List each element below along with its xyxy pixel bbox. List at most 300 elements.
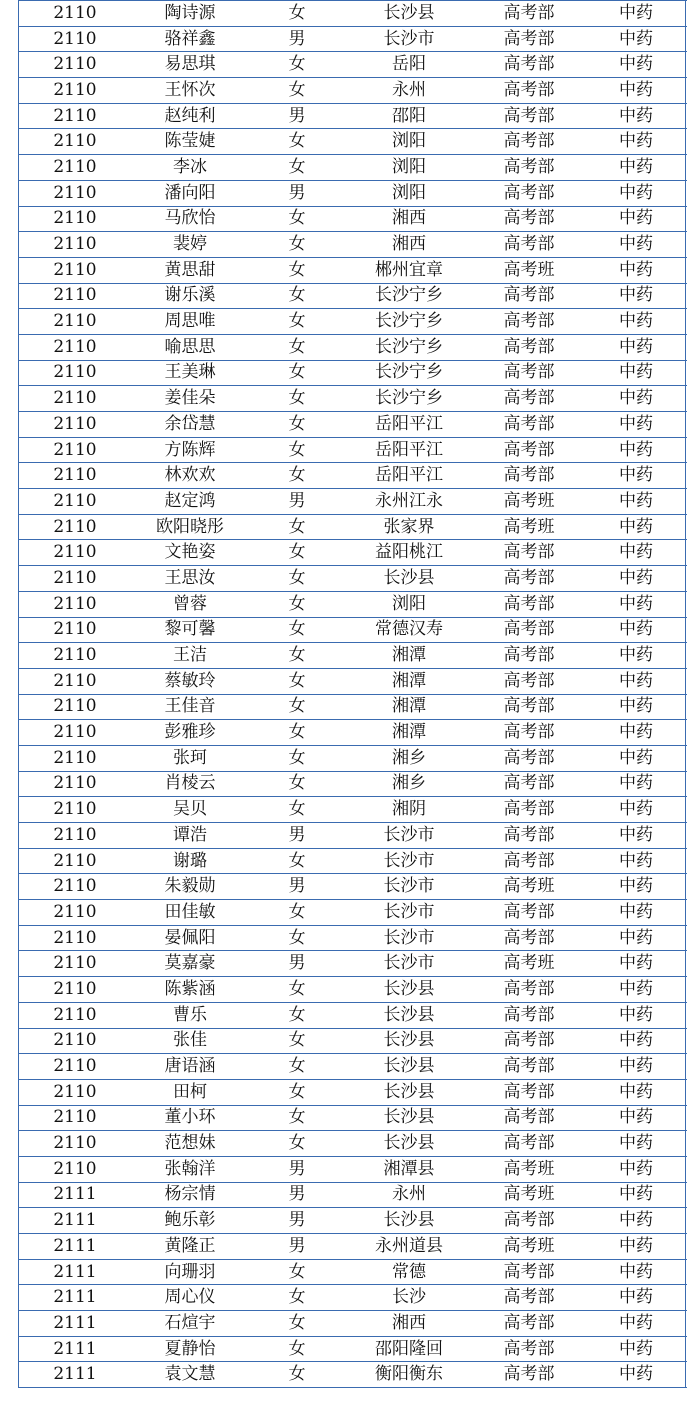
table-row [19, 1054, 687, 1080]
name-cell: 谢璐 [131, 848, 249, 874]
table-row [19, 206, 687, 232]
department-cell: 高考班 [473, 257, 585, 283]
class-cell: 2110 [19, 591, 131, 617]
major-cell: 中药 [585, 1054, 687, 1080]
class-cell: 2110 [19, 155, 131, 181]
class-cell: 2110 [19, 1002, 131, 1028]
table-row [19, 334, 687, 360]
gender-cell: 女 [249, 1285, 345, 1311]
gender-cell: 女 [249, 232, 345, 258]
class-cell: 2111 [19, 1336, 131, 1362]
table-row [19, 1105, 687, 1131]
major-cell: 中药 [585, 745, 687, 771]
table-row [19, 360, 687, 386]
class-cell: 2111 [19, 1285, 131, 1311]
name-cell: 潘向阳 [131, 180, 249, 206]
table-row [19, 977, 687, 1003]
hometown-cell: 常德汉寿 [345, 617, 473, 643]
name-cell: 张翰洋 [131, 1156, 249, 1182]
hometown-cell: 岳阳平江 [345, 437, 473, 463]
department-cell: 高考部 [473, 412, 585, 438]
name-cell: 文艳姿 [131, 540, 249, 566]
name-cell: 黄隆正 [131, 1234, 249, 1260]
table-row [19, 129, 687, 155]
name-cell: 吴贝 [131, 797, 249, 823]
table-row [19, 283, 687, 309]
name-cell: 鲍乐彰 [131, 1208, 249, 1234]
table-row [19, 1336, 687, 1362]
major-cell: 中药 [585, 1002, 687, 1028]
hometown-cell: 长沙宁乡 [345, 360, 473, 386]
class-cell: 2110 [19, 745, 131, 771]
gender-cell: 男 [249, 489, 345, 515]
table-row [19, 540, 687, 566]
table-row [19, 103, 687, 129]
department-cell: 高考部 [473, 694, 585, 720]
major-cell: 中药 [585, 771, 687, 797]
name-cell: 范想妹 [131, 1131, 249, 1157]
department-cell: 高考部 [473, 129, 585, 155]
class-cell: 2110 [19, 694, 131, 720]
hometown-cell: 长沙县 [345, 566, 473, 592]
gender-cell: 女 [249, 720, 345, 746]
hometown-cell: 常德 [345, 1259, 473, 1285]
class-cell: 2110 [19, 540, 131, 566]
gender-cell: 女 [249, 52, 345, 78]
department-cell: 高考部 [473, 1259, 585, 1285]
department-cell: 高考部 [473, 1028, 585, 1054]
class-cell: 2110 [19, 180, 131, 206]
class-cell: 2110 [19, 1, 131, 27]
name-cell: 朱毅勋 [131, 874, 249, 900]
department-cell: 高考部 [473, 180, 585, 206]
major-cell: 中药 [585, 1105, 687, 1131]
gender-cell: 女 [249, 1079, 345, 1105]
name-cell: 王洁 [131, 643, 249, 669]
department-cell: 高考部 [473, 1285, 585, 1311]
table-row [19, 668, 687, 694]
name-cell: 余岱慧 [131, 412, 249, 438]
department-cell: 高考部 [473, 797, 585, 823]
name-cell: 王思汝 [131, 566, 249, 592]
major-cell: 中药 [585, 206, 687, 232]
gender-cell: 女 [249, 797, 345, 823]
table-row [19, 489, 687, 515]
gender-cell: 女 [249, 386, 345, 412]
class-cell: 2110 [19, 129, 131, 155]
hometown-cell: 长沙市 [345, 925, 473, 951]
hometown-cell: 长沙宁乡 [345, 386, 473, 412]
gender-cell: 女 [249, 745, 345, 771]
name-cell: 晏佩阳 [131, 925, 249, 951]
name-cell: 王怀次 [131, 78, 249, 104]
hometown-cell: 湘潭 [345, 694, 473, 720]
class-cell: 2110 [19, 437, 131, 463]
class-cell: 2110 [19, 951, 131, 977]
department-cell: 高考部 [473, 720, 585, 746]
table-row [19, 257, 687, 283]
name-cell: 易思琪 [131, 52, 249, 78]
department-cell: 高考班 [473, 874, 585, 900]
department-cell: 高考部 [473, 1, 585, 27]
major-cell: 中药 [585, 78, 687, 104]
name-cell: 黎可馨 [131, 617, 249, 643]
gender-cell: 女 [249, 1362, 345, 1388]
department-cell: 高考部 [473, 283, 585, 309]
table-row [19, 925, 687, 951]
name-cell: 杨宗情 [131, 1182, 249, 1208]
table-row [19, 566, 687, 592]
major-cell: 中药 [585, 1362, 687, 1388]
major-cell: 中药 [585, 566, 687, 592]
department-cell: 高考部 [473, 1311, 585, 1337]
gender-cell: 女 [249, 257, 345, 283]
gender-cell: 女 [249, 540, 345, 566]
class-cell: 2111 [19, 1182, 131, 1208]
department-cell: 高考部 [473, 1362, 585, 1388]
table-row [19, 1182, 687, 1208]
gender-cell: 女 [249, 283, 345, 309]
major-cell: 中药 [585, 463, 687, 489]
gender-cell: 女 [249, 1002, 345, 1028]
class-cell: 2110 [19, 232, 131, 258]
class-cell: 2110 [19, 283, 131, 309]
hometown-cell: 湘潭 [345, 643, 473, 669]
class-cell: 2110 [19, 977, 131, 1003]
name-cell: 曾蓉 [131, 591, 249, 617]
table-row [19, 694, 687, 720]
name-cell: 石煊宇 [131, 1311, 249, 1337]
department-cell: 高考部 [473, 900, 585, 926]
department-cell: 高考部 [473, 540, 585, 566]
major-cell: 中药 [585, 1131, 687, 1157]
gender-cell: 女 [249, 1105, 345, 1131]
table-row [19, 617, 687, 643]
class-cell: 2111 [19, 1208, 131, 1234]
major-cell: 中药 [585, 180, 687, 206]
department-cell: 高考部 [473, 1131, 585, 1157]
table-row [19, 951, 687, 977]
name-cell: 彭雅珍 [131, 720, 249, 746]
name-cell: 陈莹婕 [131, 129, 249, 155]
major-cell: 中药 [585, 283, 687, 309]
gender-cell: 女 [249, 694, 345, 720]
hometown-cell: 湘潭 [345, 668, 473, 694]
class-cell: 2110 [19, 1079, 131, 1105]
gender-cell: 女 [249, 334, 345, 360]
hometown-cell: 长沙宁乡 [345, 334, 473, 360]
name-cell: 唐语涵 [131, 1054, 249, 1080]
hometown-cell: 长沙市 [345, 26, 473, 52]
class-cell: 2110 [19, 386, 131, 412]
department-cell: 高考班 [473, 951, 585, 977]
class-cell: 2110 [19, 643, 131, 669]
major-cell: 中药 [585, 874, 687, 900]
class-cell: 2110 [19, 78, 131, 104]
hometown-cell: 浏阳 [345, 129, 473, 155]
class-cell: 2110 [19, 771, 131, 797]
name-cell: 周思唯 [131, 309, 249, 335]
department-cell: 高考部 [473, 1336, 585, 1362]
class-cell: 2110 [19, 874, 131, 900]
table-row [19, 309, 687, 335]
major-cell: 中药 [585, 617, 687, 643]
name-cell: 田佳敏 [131, 900, 249, 926]
class-cell: 2111 [19, 1311, 131, 1337]
table-row [19, 1362, 687, 1388]
major-cell: 中药 [585, 1234, 687, 1260]
name-cell: 赵纯利 [131, 103, 249, 129]
name-cell: 姜佳朵 [131, 386, 249, 412]
major-cell: 中药 [585, 720, 687, 746]
department-cell: 高考部 [473, 1105, 585, 1131]
major-cell: 中药 [585, 797, 687, 823]
department-cell: 高考部 [473, 668, 585, 694]
major-cell: 中药 [585, 1156, 687, 1182]
gender-cell: 男 [249, 1208, 345, 1234]
hometown-cell: 长沙 [345, 1285, 473, 1311]
table-row [19, 78, 687, 104]
department-cell: 高考部 [473, 1079, 585, 1105]
table-row [19, 412, 687, 438]
name-cell: 曹乐 [131, 1002, 249, 1028]
gender-cell: 女 [249, 643, 345, 669]
hometown-cell: 湘西 [345, 232, 473, 258]
department-cell: 高考部 [473, 437, 585, 463]
table-row [19, 643, 687, 669]
department-cell: 高考部 [473, 463, 585, 489]
class-cell: 2110 [19, 412, 131, 438]
department-cell: 高考部 [473, 925, 585, 951]
hometown-cell: 邵阳隆回 [345, 1336, 473, 1362]
gender-cell: 女 [249, 1, 345, 27]
department-cell: 高考班 [473, 514, 585, 540]
name-cell: 马欣怡 [131, 206, 249, 232]
gender-cell: 女 [249, 848, 345, 874]
major-cell: 中药 [585, 1079, 687, 1105]
table-row [19, 720, 687, 746]
class-cell: 2110 [19, 720, 131, 746]
hometown-cell: 湘潭县 [345, 1156, 473, 1182]
major-cell: 中药 [585, 540, 687, 566]
name-cell: 蔡敏玲 [131, 668, 249, 694]
class-cell: 2110 [19, 925, 131, 951]
hometown-cell: 长沙市 [345, 823, 473, 849]
major-cell: 中药 [585, 232, 687, 258]
gender-cell: 女 [249, 771, 345, 797]
name-cell: 谭浩 [131, 823, 249, 849]
class-cell: 2110 [19, 489, 131, 515]
hometown-cell: 浏阳 [345, 155, 473, 181]
department-cell: 高考部 [473, 1054, 585, 1080]
major-cell: 中药 [585, 1311, 687, 1337]
name-cell: 张珂 [131, 745, 249, 771]
gender-cell: 女 [249, 129, 345, 155]
major-cell: 中药 [585, 386, 687, 412]
hometown-cell: 湘西 [345, 1311, 473, 1337]
table-row [19, 463, 687, 489]
class-cell: 2110 [19, 1156, 131, 1182]
class-cell: 2110 [19, 206, 131, 232]
table-row [19, 232, 687, 258]
table-row [19, 52, 687, 78]
gender-cell: 女 [249, 437, 345, 463]
major-cell: 中药 [585, 977, 687, 1003]
major-cell: 中药 [585, 643, 687, 669]
student-table-body [19, 1, 687, 1388]
hometown-cell: 邵阳 [345, 103, 473, 129]
hometown-cell: 长沙市 [345, 848, 473, 874]
department-cell: 高考部 [473, 771, 585, 797]
name-cell: 喻思思 [131, 334, 249, 360]
table-row [19, 823, 687, 849]
department-cell: 高考班 [473, 1182, 585, 1208]
hometown-cell: 张家界 [345, 514, 473, 540]
hometown-cell: 长沙县 [345, 1131, 473, 1157]
department-cell: 高考班 [473, 489, 585, 515]
hometown-cell: 永州道县 [345, 1234, 473, 1260]
major-cell: 中药 [585, 360, 687, 386]
major-cell: 中药 [585, 52, 687, 78]
class-cell: 2111 [19, 1259, 131, 1285]
class-cell: 2110 [19, 463, 131, 489]
major-cell: 中药 [585, 1028, 687, 1054]
name-cell: 莫嘉豪 [131, 951, 249, 977]
class-cell: 2110 [19, 617, 131, 643]
class-cell: 2110 [19, 1105, 131, 1131]
department-cell: 高考部 [473, 155, 585, 181]
name-cell: 向珊羽 [131, 1259, 249, 1285]
major-cell: 中药 [585, 334, 687, 360]
gender-cell: 男 [249, 26, 345, 52]
table-row [19, 1002, 687, 1028]
class-cell: 2110 [19, 823, 131, 849]
hometown-cell: 湘乡 [345, 745, 473, 771]
table-row [19, 1259, 687, 1285]
name-cell: 骆祥鑫 [131, 26, 249, 52]
gender-cell: 女 [249, 668, 345, 694]
major-cell: 中药 [585, 26, 687, 52]
major-cell: 中药 [585, 1182, 687, 1208]
hometown-cell: 长沙宁乡 [345, 283, 473, 309]
name-cell: 谢乐溪 [131, 283, 249, 309]
class-cell: 2110 [19, 848, 131, 874]
hometown-cell: 湘西 [345, 206, 473, 232]
table-row [19, 437, 687, 463]
hometown-cell: 长沙县 [345, 1105, 473, 1131]
name-cell: 方陈辉 [131, 437, 249, 463]
gender-cell: 女 [249, 1131, 345, 1157]
hometown-cell: 长沙县 [345, 1028, 473, 1054]
table-row [19, 26, 687, 52]
name-cell: 黄思甜 [131, 257, 249, 283]
hometown-cell: 长沙市 [345, 951, 473, 977]
table-row [19, 514, 687, 540]
gender-cell: 女 [249, 360, 345, 386]
major-cell: 中药 [585, 1259, 687, 1285]
name-cell: 李冰 [131, 155, 249, 181]
class-cell: 2110 [19, 1028, 131, 1054]
table-row [19, 797, 687, 823]
hometown-cell: 永州 [345, 78, 473, 104]
hometown-cell: 长沙县 [345, 1079, 473, 1105]
class-cell: 2110 [19, 900, 131, 926]
hometown-cell: 浏阳 [345, 180, 473, 206]
table-row [19, 900, 687, 926]
table-row [19, 874, 687, 900]
gender-cell: 女 [249, 1054, 345, 1080]
table-row [19, 155, 687, 181]
hometown-cell: 岳阳平江 [345, 412, 473, 438]
hometown-cell: 湘阴 [345, 797, 473, 823]
name-cell: 陶诗源 [131, 1, 249, 27]
class-cell: 2110 [19, 257, 131, 283]
major-cell: 中药 [585, 514, 687, 540]
major-cell: 中药 [585, 668, 687, 694]
hometown-cell: 长沙县 [345, 1054, 473, 1080]
major-cell: 中药 [585, 257, 687, 283]
class-cell: 2110 [19, 26, 131, 52]
student-table-sheet [18, 0, 686, 1388]
class-cell: 2110 [19, 1054, 131, 1080]
gender-cell: 男 [249, 1156, 345, 1182]
table-row [19, 1028, 687, 1054]
name-cell: 张佳 [131, 1028, 249, 1054]
class-cell: 2110 [19, 334, 131, 360]
name-cell: 林欢欢 [131, 463, 249, 489]
name-cell: 欧阳晓彤 [131, 514, 249, 540]
hometown-cell: 长沙县 [345, 977, 473, 1003]
class-cell: 2110 [19, 514, 131, 540]
hometown-cell: 永州江永 [345, 489, 473, 515]
hometown-cell: 长沙县 [345, 1002, 473, 1028]
major-cell: 中药 [585, 1, 687, 27]
gender-cell: 女 [249, 78, 345, 104]
department-cell: 高考部 [473, 206, 585, 232]
gender-cell: 女 [249, 1311, 345, 1337]
major-cell: 中药 [585, 489, 687, 515]
department-cell: 高考部 [473, 1002, 585, 1028]
department-cell: 高考部 [473, 823, 585, 849]
table-row [19, 771, 687, 797]
name-cell: 董小环 [131, 1105, 249, 1131]
gender-cell: 男 [249, 180, 345, 206]
hometown-cell: 益阳桃江 [345, 540, 473, 566]
table-row [19, 1285, 687, 1311]
hometown-cell: 浏阳 [345, 591, 473, 617]
hometown-cell: 湘潭 [345, 720, 473, 746]
department-cell: 高考部 [473, 103, 585, 129]
name-cell: 田柯 [131, 1079, 249, 1105]
hometown-cell: 岳阳 [345, 52, 473, 78]
department-cell: 高考部 [473, 360, 585, 386]
table-row [19, 848, 687, 874]
hometown-cell: 长沙市 [345, 900, 473, 926]
name-cell: 夏静怡 [131, 1336, 249, 1362]
table-row [19, 1, 687, 27]
table-row [19, 591, 687, 617]
class-cell: 2110 [19, 309, 131, 335]
name-cell: 肖棱云 [131, 771, 249, 797]
gender-cell: 男 [249, 1234, 345, 1260]
major-cell: 中药 [585, 951, 687, 977]
major-cell: 中药 [585, 1336, 687, 1362]
gender-cell: 女 [249, 900, 345, 926]
department-cell: 高考部 [473, 52, 585, 78]
hometown-cell: 长沙宁乡 [345, 309, 473, 335]
name-cell: 陈紫涵 [131, 977, 249, 1003]
major-cell: 中药 [585, 309, 687, 335]
